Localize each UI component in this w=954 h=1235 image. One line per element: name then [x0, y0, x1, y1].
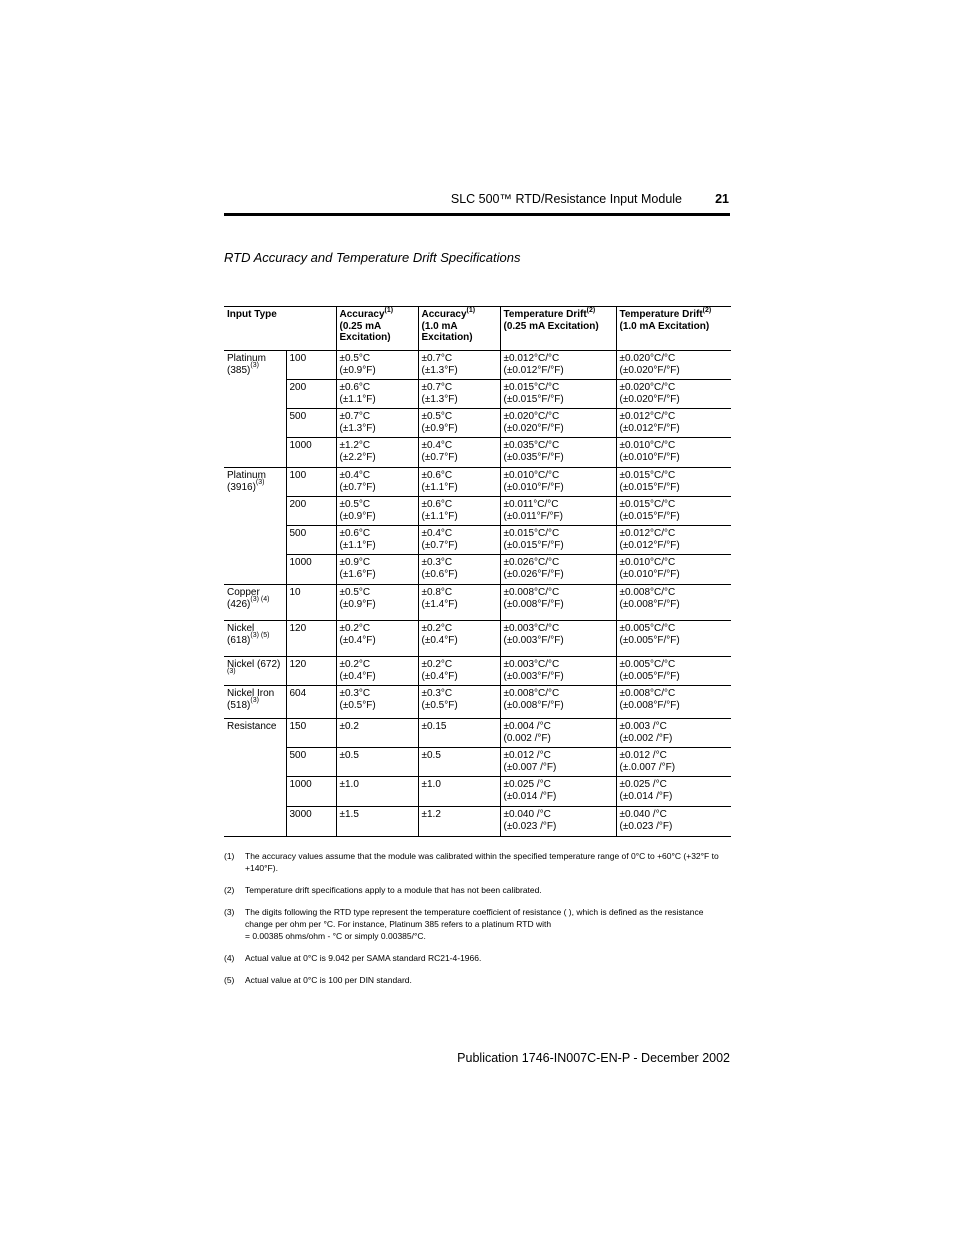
value-line-2: (±0.7°F) [421, 451, 458, 463]
value-line-1: ±0.025 /°C [619, 779, 667, 790]
drift-10-cell [616, 585, 731, 621]
value-line-1: ±0.012°C/°C [503, 353, 560, 364]
nominal-value-cell [286, 497, 336, 526]
drift-025-cell [500, 748, 616, 777]
drift-10-cell [616, 409, 731, 438]
value-line-1: ±0.7°C [339, 411, 371, 422]
accuracy-10-cell [418, 777, 500, 807]
nominal-value-cell [286, 777, 336, 807]
input-type-cell [224, 719, 286, 837]
value-line-1: ±0.008°C/°C [619, 688, 676, 699]
value-line-2: (±0.007 /°F) [503, 761, 557, 773]
value-line-1: ±0.012 /°C [619, 750, 667, 761]
table-row [224, 351, 731, 380]
accuracy-025-cell [336, 686, 418, 719]
input-type-coefficient: (426) [227, 598, 251, 610]
value-line-1: ±0.011°C/°C [503, 499, 559, 510]
nominal-value: 500 [289, 411, 307, 422]
value-line-2: (±1.3°F) [421, 364, 458, 376]
value-line-1: ±0.025 /°C [503, 779, 551, 790]
value-line-1: ±0.15 [421, 721, 447, 732]
table-row [224, 621, 731, 657]
accuracy-025-cell [336, 468, 418, 497]
accuracy-025-cell [336, 585, 418, 621]
spec-table-body [224, 351, 731, 837]
accuracy-10-cell [418, 380, 500, 409]
drift-10-cell [616, 657, 731, 686]
nominal-value: 1000 [289, 440, 312, 451]
nominal-value-cell [286, 438, 336, 468]
nominal-value: 1000 [289, 557, 312, 568]
accuracy-025-cell [336, 497, 418, 526]
value-line-2: (±1.1°F) [421, 481, 458, 493]
value-line-2: (±0.4°F) [339, 670, 376, 682]
value-line-2: (±0.9°F) [339, 598, 376, 610]
value-line-2: (±0.012°F/°F) [619, 422, 680, 434]
value-line-1: ±0.010°C/°C [619, 440, 676, 451]
drift-025-cell [500, 497, 616, 526]
value-line-2: (±0.9°F) [339, 510, 376, 522]
accuracy-025-cell [336, 526, 418, 555]
value-line-1: ±0.2°C [421, 623, 453, 634]
header-rule [224, 213, 730, 216]
accuracy-10-cell [418, 686, 500, 719]
accuracy-10-cell [418, 468, 500, 497]
value-line-1: ±0.3°C [421, 557, 453, 568]
nominal-value: 200 [289, 382, 307, 393]
footnote: (3) The digits following the RTD type represent the temperature coefficient of resistance ( ), which is defined as the resistance change per ohm per °C. For instance, Platinum 385 refers to a platinum RTD with = 0.00385 ohms/ohm - °C or simply 0.00385/°C. [224, 907, 704, 941]
nominal-value-cell [286, 409, 336, 438]
table-row [224, 719, 731, 748]
value-line-1: ±0.2°C [339, 623, 371, 634]
drift-025-cell [500, 468, 616, 497]
value-line-2: (±1.3°F) [339, 422, 376, 434]
drift-025-cell [500, 686, 616, 719]
nominal-value-cell [286, 807, 336, 837]
value-line-1: ±0.035°C/°C [503, 440, 560, 451]
accuracy-025-cell [336, 657, 418, 686]
value-line-1: ±0.6°C [421, 499, 453, 510]
nominal-value: 120 [289, 659, 307, 670]
input-type-coefficient: (618) [227, 634, 251, 646]
value-line-2: (±0.020°F/°F) [503, 422, 564, 434]
drift-10-cell [616, 351, 731, 380]
value-line-1: ±0.7°C [421, 382, 453, 393]
drift-025-cell [500, 807, 616, 837]
input-type-cell [224, 585, 286, 621]
value-line-2: (±1.1°F) [339, 393, 376, 405]
accuracy-10-cell [418, 585, 500, 621]
value-line-2: (±0.4°F) [339, 634, 376, 646]
accuracy-10-cell [418, 657, 500, 686]
input-type-cell [224, 468, 286, 585]
input-type-coefficient: (518) [227, 699, 251, 711]
nominal-value-cell [286, 526, 336, 555]
footnote-ref: (3) [250, 362, 259, 370]
footnote: (2) Temperature drift specifications apply to a module that has not been calibrated. [224, 885, 542, 895]
drift-025-cell [500, 351, 616, 380]
nominal-value-cell [286, 686, 336, 719]
value-line-2: (±1.1°F) [339, 539, 376, 551]
value-line-1: ±0.026°C/°C [503, 557, 560, 568]
module-title: SLC 500™ RTD/Resistance Input Module [450, 192, 682, 206]
value-line-2: (±0.020°F/°F) [619, 393, 680, 405]
value-line-1: ±0.008°C/°C [619, 587, 676, 598]
table-row [224, 468, 731, 497]
value-line-1: ±0.4°C [421, 528, 453, 539]
footnote-ref: (3) [227, 668, 236, 676]
input-type-coefficient: (3916) [227, 481, 256, 493]
drift-10-cell [616, 719, 731, 748]
page-number: 21 [715, 192, 729, 206]
drift-025-cell [500, 438, 616, 468]
accuracy-025-cell [336, 719, 418, 748]
value-line-1: ±0.020°C/°C [619, 382, 676, 393]
value-line-1: ±0.008°C/°C [503, 587, 560, 598]
value-line-1: ±0.008°C/°C [503, 688, 560, 699]
header-accuracy-10: Accuracy$^{(1)}$ (1.0 mA Excitation) [418, 307, 500, 351]
value-line-2: (±1.1°F) [421, 510, 458, 522]
header-row [224, 307, 731, 351]
value-line-2: (±0.008°F/°F) [503, 699, 564, 711]
input-type-name: Resistance [227, 721, 277, 732]
value-line-2: (±0.012°F/°F) [503, 364, 564, 376]
value-line-2: (±0.7°F) [339, 481, 376, 493]
accuracy-025-cell [336, 748, 418, 777]
footnote-ref: (3) [255, 479, 265, 487]
nominal-value: 500 [289, 528, 307, 539]
accuracy-025-cell [336, 409, 418, 438]
value-line-1: ±0.6°C [339, 528, 371, 539]
value-line-2: (±0.010°F/°F) [619, 451, 680, 463]
value-line-2: (±1.3°F) [421, 393, 458, 405]
accuracy-10-cell [418, 438, 500, 468]
value-line-1: ±0.8°C [421, 587, 453, 598]
value-line-1: ±0.3°C [339, 688, 371, 699]
page-header [224, 192, 730, 212]
input-type-name: Platinum [227, 470, 266, 481]
table-row [224, 438, 731, 468]
value-line-2: (±0.7°F) [421, 539, 458, 551]
accuracy-10-cell [418, 409, 500, 438]
nominal-value: 1000 [289, 779, 312, 790]
value-line-1: ±0.005°C/°C [619, 623, 676, 634]
value-line-2: (±0.035°F/°F) [503, 451, 564, 463]
value-line-1: ±0.5°C [339, 499, 371, 510]
value-line-2: (±0.005°F/°F) [619, 634, 680, 646]
input-type-name: Nickel [227, 623, 255, 634]
value-line-1: ±0.9°C [339, 557, 371, 568]
table-row [224, 807, 731, 837]
value-line-2: (±0.002 /°F) [619, 732, 673, 744]
value-line-1: ±0.5°C [421, 411, 453, 422]
value-line-2: (±0.015°F/°F) [503, 393, 564, 405]
value-line-1: ±0.5 [421, 750, 441, 761]
drift-025-cell [500, 555, 616, 585]
input-type-coefficient: (385) [227, 364, 251, 376]
table-row [224, 526, 731, 555]
drift-025-cell [500, 777, 616, 807]
value-line-1: ±0.015°C/°C [619, 470, 676, 481]
value-line-1: ±0.012 /°C [503, 750, 551, 761]
value-line-2: (±0.5°F) [421, 699, 458, 711]
drift-025-cell [500, 719, 616, 748]
nominal-value-cell [286, 555, 336, 585]
value-line-2: (±0.015°F/°F) [619, 481, 680, 493]
value-line-1: ±1.2°C [339, 440, 371, 451]
value-line-2: (±0.011°F/°F) [503, 510, 563, 522]
drift-025-cell [500, 621, 616, 657]
value-line-2: (±0.014 /°F) [503, 790, 557, 802]
value-line-1: ±0.5°C [339, 587, 371, 598]
value-line-2: (±0.008°F/°F) [503, 598, 564, 610]
value-line-1: ±0.015°C/°C [503, 382, 560, 393]
footnote-ref: (3) (4) [250, 596, 270, 604]
value-line-1: ±0.5°C [339, 353, 371, 364]
table-row [224, 686, 731, 719]
nominal-value-cell [286, 585, 336, 621]
header-input-type: Input Type [224, 307, 336, 351]
accuracy-025-cell [336, 807, 418, 837]
value-line-1: ±1.0 [339, 779, 359, 790]
value-line-2: (±0.005°F/°F) [619, 670, 680, 682]
value-line-2: (±0.008°F/°F) [619, 598, 680, 610]
input-type-cell [224, 351, 286, 468]
value-line-2: (±0.003°F/°F) [503, 634, 564, 646]
value-line-2: (±0.4°F) [421, 670, 458, 682]
input-type-name: Nickel Iron [227, 688, 275, 699]
header-accuracy-025: Accuracy$^{(1)}$ (0.25 mA Excitation) [336, 307, 418, 351]
footnote-ref: (3) (5) [250, 632, 270, 640]
section-title: RTD Accuracy and Temperature Drift Specifications [224, 250, 521, 265]
value-line-2: (±1.6°F) [339, 568, 376, 580]
footnote-ref: (3) [250, 697, 259, 705]
nominal-value-cell [286, 719, 336, 748]
value-line-1: ±0.4°C [339, 470, 371, 481]
nominal-value: 150 [289, 721, 307, 732]
table-row [224, 777, 731, 807]
value-line-2: (±0.026°F/°F) [503, 568, 564, 580]
nominal-value: 604 [289, 688, 307, 699]
value-line-2: (±0.6°F) [421, 568, 458, 580]
value-line-1: ±0.5 [339, 750, 359, 761]
drift-10-cell [616, 621, 731, 657]
nominal-value-cell [286, 468, 336, 497]
value-line-1: ±0.2°C [421, 659, 453, 670]
value-line-1: ±1.2 [421, 809, 441, 820]
value-line-1: ±0.010°C/°C [503, 470, 560, 481]
value-line-2: (±0.023 /°F) [503, 820, 557, 832]
value-line-1: ±0.7°C [421, 353, 453, 364]
footnote: (4) Actual value at 0°C is 9.042 per SAMA standard RC21-4-1966. [224, 953, 482, 963]
accuracy-10-cell [418, 497, 500, 526]
value-line-1: ±0.004 /°C [503, 721, 551, 732]
nominal-value-cell [286, 621, 336, 657]
value-line-2: (±0.015°F/°F) [619, 510, 680, 522]
input-type-name: Copper [227, 587, 260, 598]
drift-10-cell [616, 497, 731, 526]
table-row [224, 555, 731, 585]
input-type-cell [224, 686, 286, 719]
table-row [224, 748, 731, 777]
value-line-2: (±0.4°F) [421, 634, 458, 646]
accuracy-10-cell [418, 719, 500, 748]
drift-10-cell [616, 807, 731, 837]
accuracy-10-cell [418, 555, 500, 585]
value-line-2: (±0.9°F) [339, 364, 376, 376]
value-line-2: (±0.008°F/°F) [619, 699, 680, 711]
nominal-value: 100 [289, 353, 307, 364]
drift-025-cell [500, 380, 616, 409]
value-line-1: ±0.012°C/°C [619, 411, 676, 422]
drift-025-cell [500, 585, 616, 621]
value-line-2: (±0.015°F/°F) [503, 539, 564, 551]
value-line-1: ±0.003 /°C [619, 721, 667, 732]
table-row [224, 585, 731, 621]
value-line-2: (±0.014 /°F) [619, 790, 673, 802]
input-type-name: Nickel (672) [227, 659, 281, 670]
value-line-1: ±0.003°C/°C [503, 659, 560, 670]
value-line-1: ±0.020°C/°C [503, 411, 560, 422]
drift-025-cell [500, 526, 616, 555]
nominal-value: 200 [289, 499, 307, 510]
input-type-cell [224, 621, 286, 657]
value-line-1: ±0.003°C/°C [503, 623, 560, 634]
value-line-1: ±0.040 /°C [503, 809, 551, 820]
value-line-2: (±0.023 /°F) [619, 820, 673, 832]
table-row [224, 657, 731, 686]
drift-10-cell [616, 686, 731, 719]
accuracy-025-cell [336, 777, 418, 807]
nominal-value: 500 [289, 750, 307, 761]
value-line-1: ±0.005°C/°C [619, 659, 676, 670]
header-drift-025: Temperature Drift$^{(2)}$ (0.25 mA Excitation) [500, 307, 616, 351]
value-line-1: ±0.4°C [421, 440, 453, 451]
value-line-1: ±0.6°C [421, 470, 453, 481]
accuracy-10-cell [418, 351, 500, 380]
value-line-2: (±2.2°F) [339, 451, 376, 463]
nominal-value-cell [286, 380, 336, 409]
nominal-value: 10 [289, 587, 301, 598]
value-line-2: (±0.010°F/°F) [503, 481, 564, 493]
accuracy-025-cell [336, 438, 418, 468]
nominal-value-cell [286, 351, 336, 380]
input-type-cell [224, 657, 286, 686]
accuracy-10-cell [418, 526, 500, 555]
drift-10-cell [616, 380, 731, 409]
drift-10-cell [616, 777, 731, 807]
accuracy-10-cell [418, 621, 500, 657]
drift-10-cell [616, 526, 731, 555]
value-line-1: ±0.2°C [339, 659, 371, 670]
value-line-1: ±0.015°C/°C [619, 499, 676, 510]
value-line-1: ±0.010°C/°C [619, 557, 676, 568]
accuracy-025-cell [336, 351, 418, 380]
nominal-value: 3000 [289, 809, 312, 820]
value-line-1: ±0.020°C/°C [619, 353, 676, 364]
header-drift-10: Temperature Drift$^{(2)}$ (1.0 mA Excitation) [616, 307, 731, 351]
accuracy-025-cell [336, 555, 418, 585]
value-line-1: ±0.040 /°C [619, 809, 667, 820]
value-line-2: (±.0.007 /°F) [619, 761, 676, 773]
input-type-name: Platinum [227, 353, 266, 364]
value-line-2: (±0.5°F) [339, 699, 376, 711]
drift-10-cell [616, 748, 731, 777]
nominal-value-cell [286, 657, 336, 686]
value-line-2: (±1.4°F) [421, 598, 458, 610]
value-line-2: (±0.020°F/°F) [619, 364, 680, 376]
value-line-1: ±0.2 [339, 721, 359, 732]
accuracy-025-cell [336, 380, 418, 409]
value-line-2: (0.002 /°F) [503, 732, 551, 744]
value-line-2: (±0.003°F/°F) [503, 670, 564, 682]
table-row [224, 380, 731, 409]
footnote: (5) Actual value at 0°C is 100 per DIN standard. [224, 975, 412, 985]
spec-table [224, 306, 731, 837]
publication-footer: Publication 1746-IN007C-EN-P - December 2002 [457, 1051, 730, 1065]
drift-025-cell [500, 657, 616, 686]
drift-10-cell [616, 438, 731, 468]
drift-025-cell [500, 409, 616, 438]
value-line-1: ±1.5 [339, 809, 359, 820]
drift-10-cell [616, 555, 731, 585]
value-line-2: (±0.9°F) [421, 422, 458, 434]
accuracy-10-cell [418, 807, 500, 837]
value-line-1: ±0.3°C [421, 688, 453, 699]
table-row [224, 497, 731, 526]
value-line-2: (±0.012°F/°F) [619, 539, 680, 551]
value-line-1: ±0.015°C/°C [503, 528, 560, 539]
accuracy-10-cell [418, 748, 500, 777]
nominal-value: 120 [289, 623, 307, 634]
table-row [224, 409, 731, 438]
footnotes [224, 850, 730, 996]
footnote: (1) The accuracy values assume that the module was calibrated within the specified temperature range of 0°C to +60°C (+32°F to +140°F). [224, 851, 719, 873]
nominal-value: 100 [289, 470, 307, 481]
accuracy-025-cell [336, 621, 418, 657]
drift-10-cell [616, 468, 731, 497]
nominal-value-cell [286, 748, 336, 777]
value-line-1: ±0.6°C [339, 382, 371, 393]
value-line-1: ±1.0 [421, 779, 441, 790]
value-line-1: ±0.012°C/°C [619, 528, 676, 539]
value-line-2: (±0.010°F/°F) [619, 568, 680, 580]
